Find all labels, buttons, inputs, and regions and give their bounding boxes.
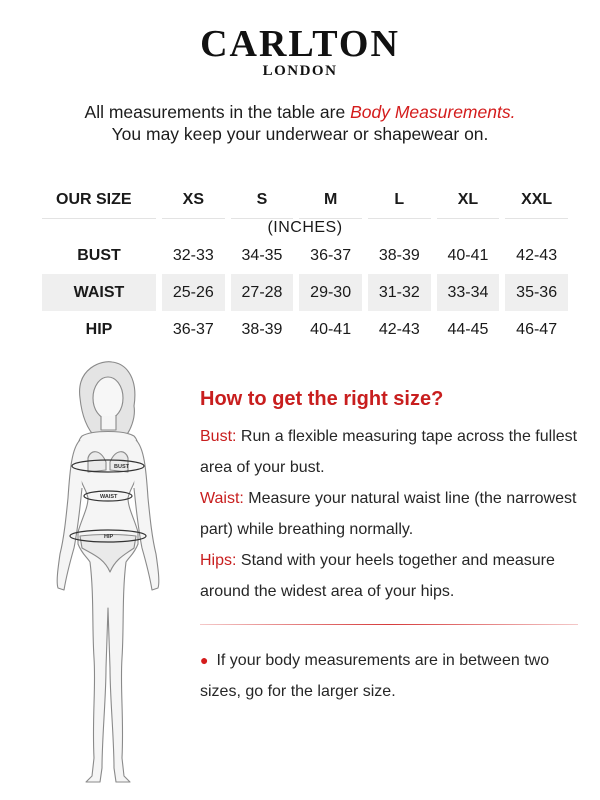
- row-label: WAIST: [42, 274, 156, 311]
- cell: 46-47: [516, 320, 558, 338]
- intro-line-2: You may keep your underwear or shapewear on.: [111, 124, 489, 144]
- cell: 36-37: [172, 320, 214, 338]
- header-our-size: OUR SIZE: [42, 182, 156, 219]
- cell: 40-41: [310, 320, 352, 338]
- row-label: BUST: [77, 246, 121, 264]
- row-label: HIP: [85, 320, 113, 338]
- header-xxl: XXL: [505, 182, 568, 219]
- size-guide-section: [200, 388, 580, 607]
- guide-text-bust: Run a flexible measuring tape across the fullest area of your bust.: [200, 428, 578, 476]
- brand-logo-name: CARLTON: [200, 23, 400, 65]
- cell: 44-45: [447, 320, 489, 338]
- cell: 31-32: [368, 274, 431, 311]
- guide-text-hips: Stand with your heels together and measure around the widest area of your hips.: [200, 552, 555, 600]
- header-xs: XS: [162, 182, 225, 219]
- cell: 29-30: [299, 274, 362, 311]
- cell: 27-28: [231, 274, 294, 311]
- figure-label-hip: HIP: [104, 534, 114, 540]
- guide-label-hips: Hips:: [200, 552, 237, 569]
- intro-line-1: [0, 102, 600, 123]
- row-bust: [42, 237, 568, 274]
- size-tip: [200, 645, 570, 707]
- figure-label-waist: WAIST: [100, 494, 118, 500]
- header-l: L: [368, 182, 431, 219]
- cell: 42-43: [516, 246, 558, 264]
- figure-label-bust: BUST: [114, 464, 129, 470]
- face-shape: [93, 377, 123, 419]
- guide-title: How to get the right size?: [200, 388, 444, 410]
- brand-logo-sub: LONDON: [262, 63, 338, 79]
- cell: 38-39: [241, 320, 283, 338]
- cell: 34-35: [241, 246, 283, 264]
- cell: 36-37: [310, 246, 352, 264]
- unit-label: (INCHES): [267, 219, 343, 236]
- cell: 40-41: [447, 246, 489, 264]
- guide-item-hips: [200, 545, 580, 607]
- size-chart-table: [36, 182, 574, 348]
- tip-text: If your body measurements are in between two sizes, go for the larger size.: [200, 652, 550, 700]
- cell: 38-39: [378, 246, 420, 264]
- size-header-row: [42, 182, 568, 219]
- guide-item-bust: [200, 421, 580, 483]
- cell: 35-36: [505, 274, 568, 311]
- guide-item-waist: [200, 483, 580, 545]
- row-hip: [42, 311, 568, 348]
- cell: 33-34: [437, 274, 500, 311]
- guide-label-waist: Waist:: [200, 490, 244, 507]
- guide-label-bust: Bust:: [200, 428, 237, 445]
- header-xl: XL: [437, 182, 500, 219]
- cell: 25-26: [162, 274, 225, 311]
- bullet-dot-icon: ●: [200, 652, 209, 668]
- torso-shape: [77, 432, 139, 783]
- intro-emphasis: Body Measurements.: [350, 102, 516, 122]
- body-measurement-figure: [30, 358, 190, 796]
- cell: 42-43: [378, 320, 420, 338]
- header-s: S: [231, 182, 294, 219]
- neck-shape: [101, 416, 116, 430]
- row-waist: [42, 274, 568, 311]
- section-divider: [200, 624, 578, 625]
- guide-text-waist: Measure your natural waist line (the narrowest part) while breathing normally.: [200, 490, 577, 538]
- intro-prefix: All measurements in the table are: [84, 102, 351, 122]
- cell: 32-33: [172, 246, 214, 264]
- header-m: M: [299, 182, 362, 219]
